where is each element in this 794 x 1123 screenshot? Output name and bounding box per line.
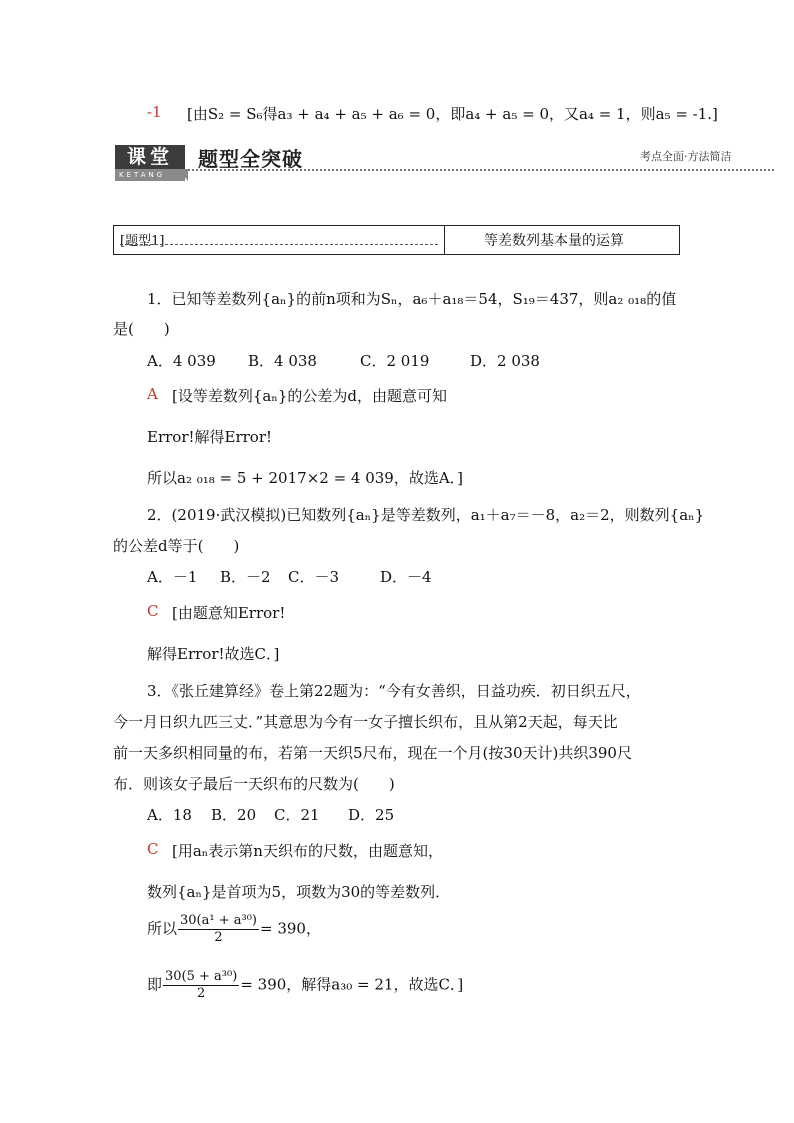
- q3-sol3-prefix: 所以: [147, 919, 178, 938]
- q3-solution-line3: [147, 913, 321, 946]
- q3-stem-line1: 3．《张丘建算经》卷上第22题为：“今有女善织，日益功疾．初日织五尺，: [147, 682, 641, 700]
- section-divider: [188, 169, 774, 171]
- q3-stem-line4: 布．则该女子最后一天织布的尺数为( ): [113, 775, 395, 793]
- q3-sol3-numerator: 30(a¹ + a³⁰): [180, 913, 257, 928]
- q1-solution-line1: [设等差数列{aₙ}的公差为d，由题意可知: [172, 387, 447, 405]
- q1-stem-line2: 是( ): [113, 320, 170, 338]
- section-badge: 课堂: [115, 145, 185, 169]
- q3-stem-line2: 今一月日织九匹三丈．”其意思为今有一女子擅长织布，且从第2天起，每天比: [113, 713, 618, 731]
- question-type-label: [题型1]: [120, 234, 165, 249]
- q3-sol3-denominator: 2: [214, 930, 223, 945]
- q1-answer: A: [147, 385, 158, 403]
- q3-sol4-denominator: 2: [197, 986, 206, 1001]
- q2-option-d: D．－4: [380, 568, 432, 586]
- section-badge-wedge: [178, 169, 188, 181]
- q3-solution-line2: 数列{aₙ}是首项为5，项数为30的等差数列．: [147, 883, 451, 901]
- section-badge-sub: KETANG: [115, 169, 185, 181]
- q3-sol4-numerator: 30(5 + a³⁰): [165, 969, 238, 984]
- q3-option-d: D．25: [348, 806, 395, 824]
- q3-option-b: B．20: [211, 806, 257, 824]
- q2-solution-line2: 解得Error!故选C．]: [147, 645, 280, 663]
- q2-stem-line2: 的公差d等于( ): [113, 537, 240, 555]
- q3-sol3-suffix: = 390，: [260, 919, 321, 938]
- q1-solution-line3: 所以a₂ ₀₁₈ = 5 + 2017×2 = 4 039，故选A．]: [147, 469, 464, 487]
- q3-option-c: C．21: [274, 806, 320, 824]
- q3-answer: C: [147, 840, 159, 858]
- q1-option-c: C．2 019: [360, 352, 430, 370]
- prev-explanation: [由S₂ = S₆得a₃ + a₄ + a₅ + a₆ = 0，即a₄ + a₅ = 0，又a₄ = 1，则a₅ = -1.]: [187, 105, 718, 123]
- q1-option-d: D．2 038: [470, 352, 540, 370]
- q2-option-b: B．－2: [220, 568, 271, 586]
- q3-solution-line1: [用aₙ表示第n天织布的尺数，由题意知，: [172, 842, 443, 860]
- q2-answer: C: [147, 602, 159, 620]
- prev-answer: -1: [147, 103, 162, 121]
- q2-stem-line1: 2．(2019·武汉模拟)已知数列{aₙ}是等差数列，a₁＋a₇＝－8，a₂＝2，则数列{aₙ}: [147, 506, 705, 524]
- section-title: 题型全突破: [198, 147, 303, 171]
- question-type-box: [113, 225, 680, 255]
- q3-sol4-suffix: = 390，解得a₃₀ = 21，故选C．]: [240, 975, 464, 994]
- dashed-line: [120, 244, 438, 245]
- q1-stem-line1: 1．已知等差数列{aₙ}的前n项和为Sₙ，a₆＋a₁₈＝54，S₁₉＝437，则a₂ ₀₁₈的值: [147, 290, 677, 308]
- q3-stem-line3: 前一天多织相同量的布，若第一天织5尺布，现在一个月(按30天计)共织390尺: [113, 744, 632, 762]
- q3-sol4-prefix: 即: [147, 975, 163, 994]
- q2-option-a: A．－1: [147, 568, 198, 586]
- q3-option-a: A．18: [147, 806, 192, 824]
- q2-solution-line1: [由题意知Error!: [172, 604, 286, 622]
- q1-solution-line2: Error!解得Error!: [147, 428, 273, 446]
- section-tagline: 考点全面·方法简洁: [640, 150, 732, 163]
- q1-option-b: B．4 038: [248, 352, 317, 370]
- box-divider: [444, 226, 445, 254]
- q1-option-a: A．4 039: [147, 352, 216, 370]
- q2-option-c: C．－3: [288, 568, 340, 586]
- q3-solution-line4: [147, 969, 463, 1002]
- question-type-title: 等差数列基本量的运算: [484, 233, 624, 249]
- q3-sol4-fraction: [163, 969, 239, 1002]
- q3-sol3-fraction: [178, 913, 259, 946]
